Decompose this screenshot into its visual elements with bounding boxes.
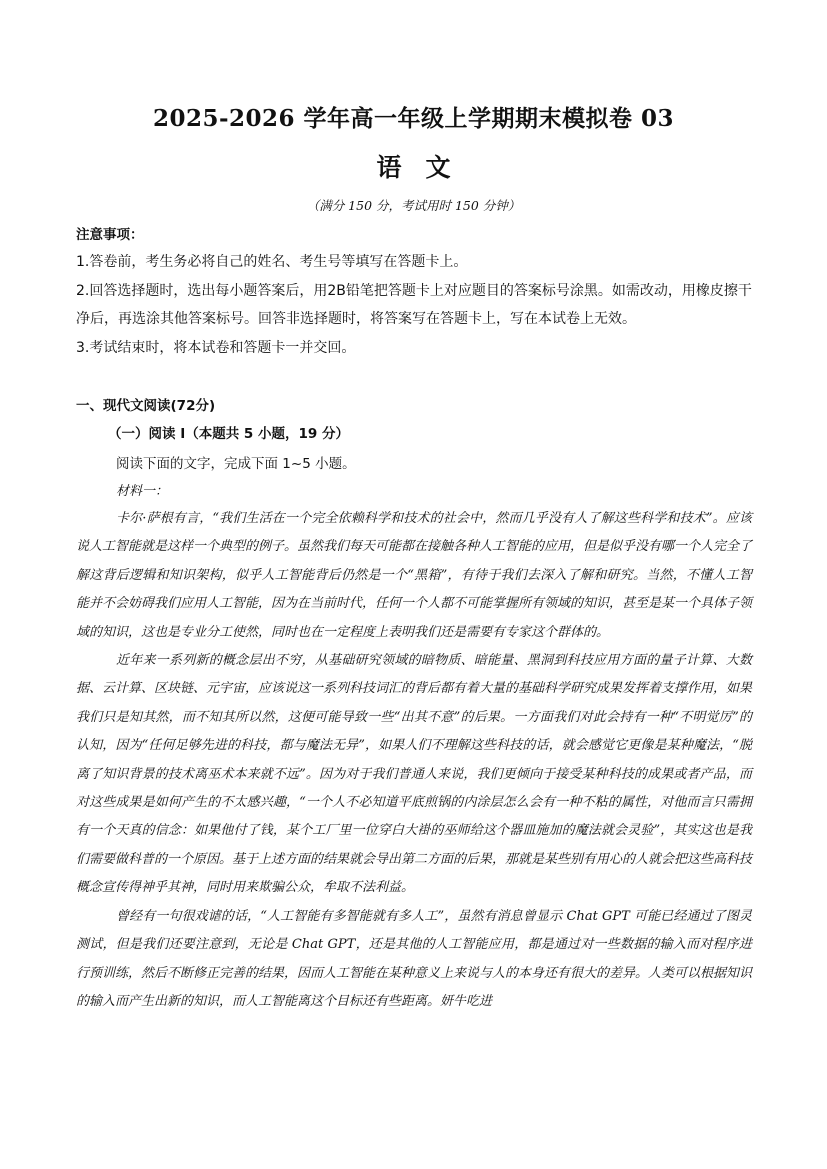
exam-title: 2025-2026 学年高一年级上学期期末模拟卷 03	[152, 105, 675, 132]
note-item: 2.回答选择题时，选出每小题答案后，用2B铅笔把答题卡上对应题目的答案标号涂黑。如需改动，用橡皮擦干净后，再选涂其他答案标号。回答非选择题时，将答案写在答题卡上，写在本试卷上无效。	[76, 282, 752, 327]
passage-paragraph: 曾经有一句很戏谑的话，“人工智能有多智能就有多人工”，虽然有消息曾显示 Chat GPT 可能已经通过了图灵测试，但是我们还要注意到，无论是 Chat GPT，还是其他的人工智能应用，都是通过对一些数据的输入而对程序进行预训练，然后不断修正完善的结果，因而人工智能在某种意义上来说与人的本身还有很大的差异。人类可以根据知识的输入而产生出新的知识，而人工智能离这个目标还有些距离。妍牛吃进	[76, 908, 753, 1009]
reading-passage	[76, 505, 752, 1016]
section-heading: 一、现代文阅读(72分)	[76, 398, 216, 414]
material-label: 材料一：	[116, 484, 169, 499]
score-note: （满分 150 分，考试用时 150 分钟）	[306, 198, 521, 213]
note-item: 1.答卷前，考生务必将自己的姓名、考生号等填写在答题卡上。	[76, 254, 468, 270]
passage-paragraph: 卡尔·萨根有言，“我们生活在一个完全依赖科学和技术的社会中，然而几乎没有人了解这些科学和技术”。应该说人工智能就是这样一个典型的例子。虽然我们每天可能都在接触各种人工智能的应用，但是似乎没有哪一个人完全了解这背后逻辑和知识架构，似乎人工智能背后仍然是一个“黑箱”，有待于我们去深入了解和研究。当然，不懂人工智能并不会妨碍我们应用人工智能，因为在当前时代，任何一个人都不可能掌握所有领域的知识，甚至是某一个具体子领域的知识，这也是专业分工使然，同时也在一定程度上表明我们还是需要有专家这个群体的。	[76, 511, 753, 640]
note-item: 3.考试结束时，将本试卷和答题卡一并交回。	[76, 339, 356, 356]
reading-instruction: 阅读下面的文字，完成下面 1~5 小题。	[116, 456, 356, 472]
notes-block	[76, 224, 756, 362]
passage-paragraph: 近年来一系列新的概念层出不穷，从基础研究领域的暗物质、暗能量、黑洞到科技应用方面的量子计算、大数据、云计算、区块链、元宇宙，应该说这一系列科技词汇的背后都有着大量的基础科学研究成果发挥着支撑作用，如果我们只是知其然，而不知其所以然，这便可能导致一些“出其不意”的后果。一方面我们对此会持有一种“不明觉厉”的认知，因为“任何足够先进的科技，都与魔法无异”，如果人们不理解这些科技的话，就会感觉它更像是某种魔法，“脱离了知识背景的技术离巫术本来就不远”。因为对于我们普通人来说，我们更倾向于接受某种科技的成果或者产品，而对这些成果是如何产生的不太感兴趣，“一个人不必知道平底煎锅的内涂层怎么会有一种不粘的属性，对他而言只需拥有一个天真的信念：如果他付了钱，某个工厂里一位穿白大褂的巫师给这个器皿施加的魔法就会灵验”，其实这也是我们需要做科普的一个原因。基于上述方面的结果就会导出第二方面的后果，那就是某些别有用心的人就会把这些高科技概念宣传得神乎其神，同时用来欺骗公众，牟取不法利益。	[76, 653, 753, 896]
subject-title: 语文	[376, 153, 475, 182]
notes-heading: 注意事项：	[76, 227, 144, 243]
subsection-heading: （一）阅读 I（本题共 5 小题，19 分）	[108, 426, 350, 442]
